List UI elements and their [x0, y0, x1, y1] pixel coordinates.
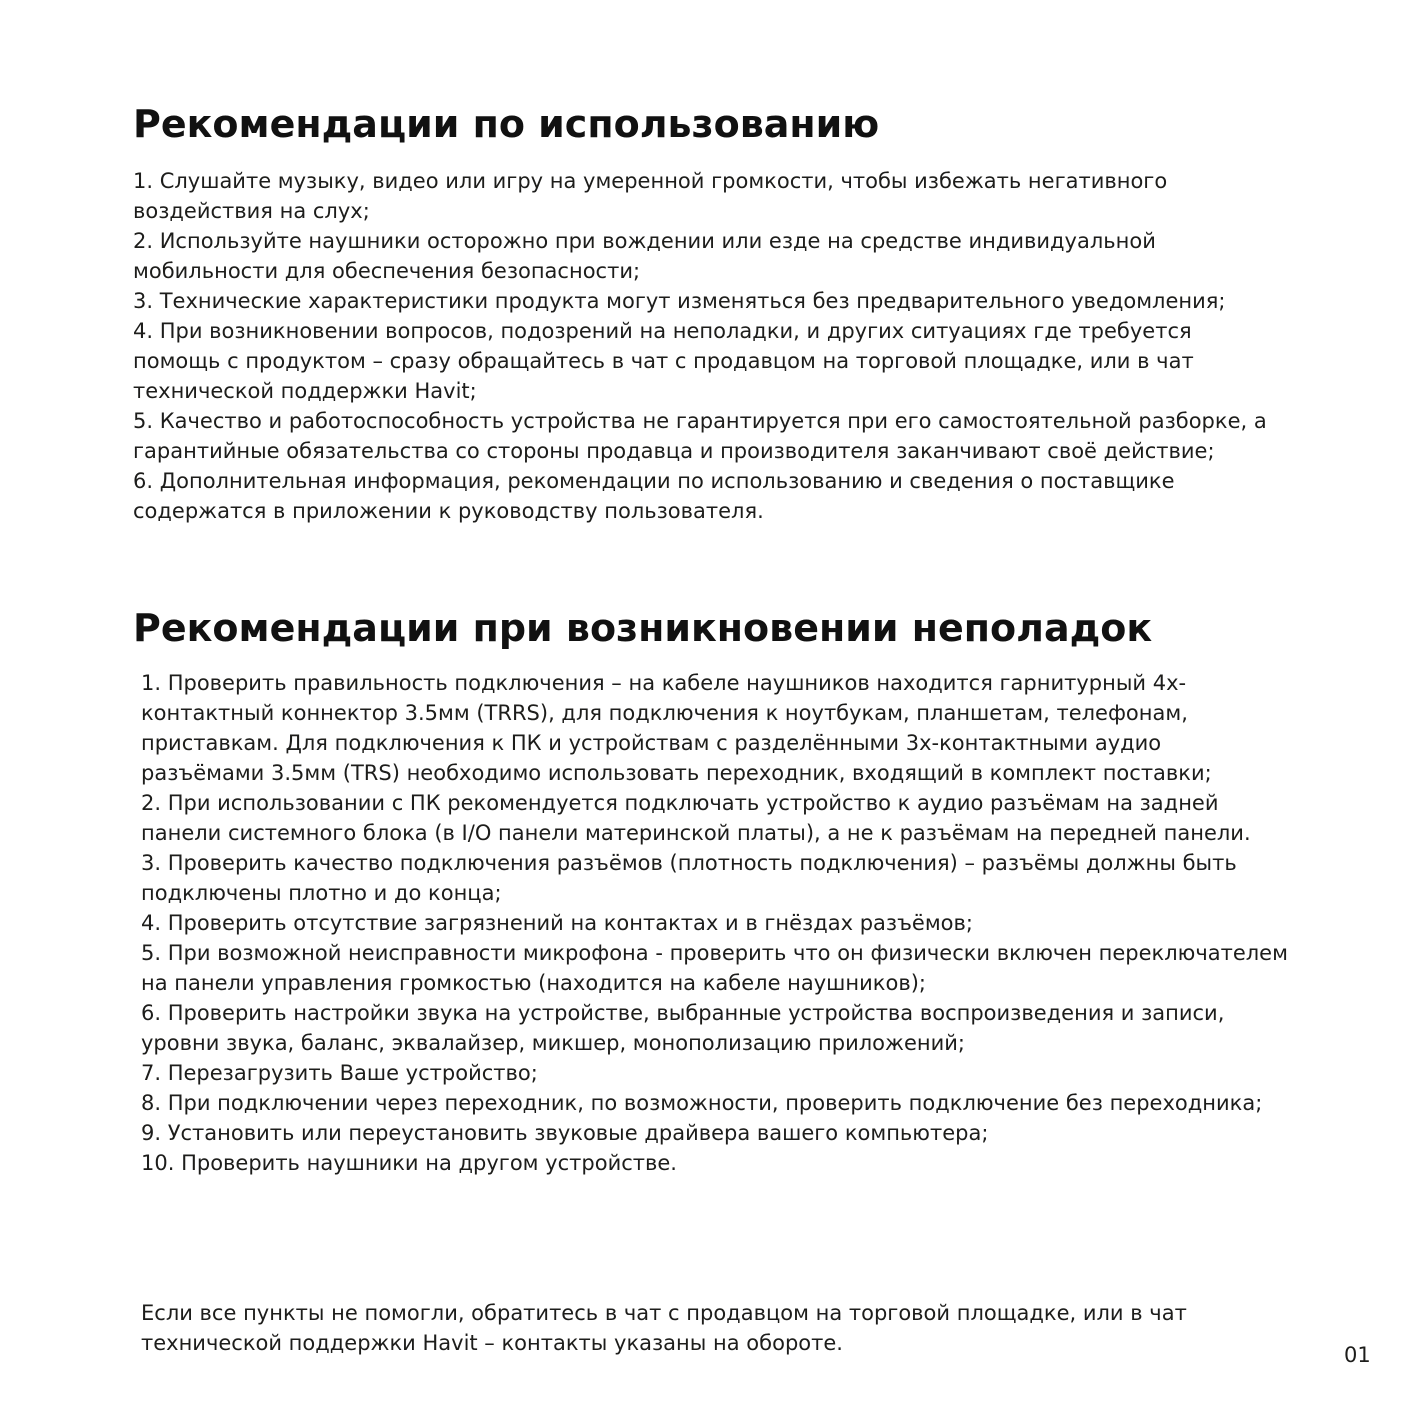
list-item: 2. При использовании с ПК рекомендуется подключать устройство к аудио разъёмам на задней панели системного блока (в I/O панели материнской платы), а не к разъёмам на передней панели.: [141, 791, 1251, 845]
list-item: 5. Качество и работоспособность устройства не гарантируется при его самостоятельной разборке, а гарантийные обязательства со стороны продавца и производителя заканчивают своё действие;: [133, 409, 1267, 463]
troubleshooting-title: Рекомендации при возникновении неполадок: [133, 606, 1153, 650]
list-item: 4. Проверить отсутствие загрязнений на контактах и в гнёздах разъёмов;: [141, 911, 973, 935]
list-item: 6. Дополнительная информация, рекомендации по использованию и сведения о поставщике содержатся в приложении к руководству пользователя.: [133, 469, 1175, 523]
list-item: 3. Проверить качество подключения разъёмов (плотность подключения) – разъёмы должны быть подключены плотно и до конца;: [141, 851, 1237, 905]
list-item: 10. Проверить наушники на другом устройстве.: [141, 1151, 677, 1175]
list-item: 7. Перезагрузить Ваше устройство;: [141, 1061, 538, 1085]
list-item: 1. Проверить правильность подключения – на кабеле наушников находится гарнитурный 4х-контактный коннектор 3.5мм (TRRS), для подключения к ноутбукам, планшетам, телефонам, приставкам. Для подключения к ПК и устройствам с разделёнными 3х-контактными аудио разъёмами 3.5мм (TRS) необходимо использовать переходник, входящий в комплект поставки;: [141, 671, 1212, 785]
page-number: 01: [1344, 1343, 1371, 1367]
list-item: 2. Используйте наушники осторожно при вождении или езде на средстве индивидуальной мобильности для обеспечения безопасности;: [133, 229, 1156, 283]
list-item: 1. Слушайте музыку, видео или игру на умеренной громкости, чтобы избежать негативного воздействия на слух;: [133, 169, 1168, 223]
list-item: 6. Проверить настройки звука на устройстве, выбранные устройства воспроизведения и записи, уровни звука, баланс, эквалайзер, микшер, монополизацию приложений;: [141, 1001, 1225, 1055]
list-item: 5. При возможной неисправности микрофона - проверить что он физически включен переключателем на панели управления громкостью (находится на кабеле наушников);: [141, 941, 1288, 995]
list-item: 4. При возникновении вопросов, подозрений на неполадки, и других ситуациях где требуется помощь с продуктом – сразу обращайтесь в чат с продавцом на торговой площадке, или в чат технической поддержки Havit;: [133, 319, 1194, 403]
closing-note: Если все пункты не помогли, обратитесь в чат с продавцом на торговой площадке, или в чат технической поддержки Havit – контакты указаны на обороте.: [141, 1301, 1187, 1355]
list-item: 9. Установить или переустановить звуковые драйвера вашего компьютера;: [141, 1121, 989, 1145]
list-item: 3. Технические характеристики продукта могут изменяться без предварительного уведомления;: [133, 289, 1226, 313]
usage-recommendations-list: [133, 166, 1273, 526]
troubleshooting-list: [141, 668, 1291, 1178]
list-item: 8. При подключении через переходник, по возможности, проверить подключение без переходника;: [141, 1091, 1263, 1115]
usage-recommendations-title: Рекомендации по использованию: [133, 102, 880, 146]
